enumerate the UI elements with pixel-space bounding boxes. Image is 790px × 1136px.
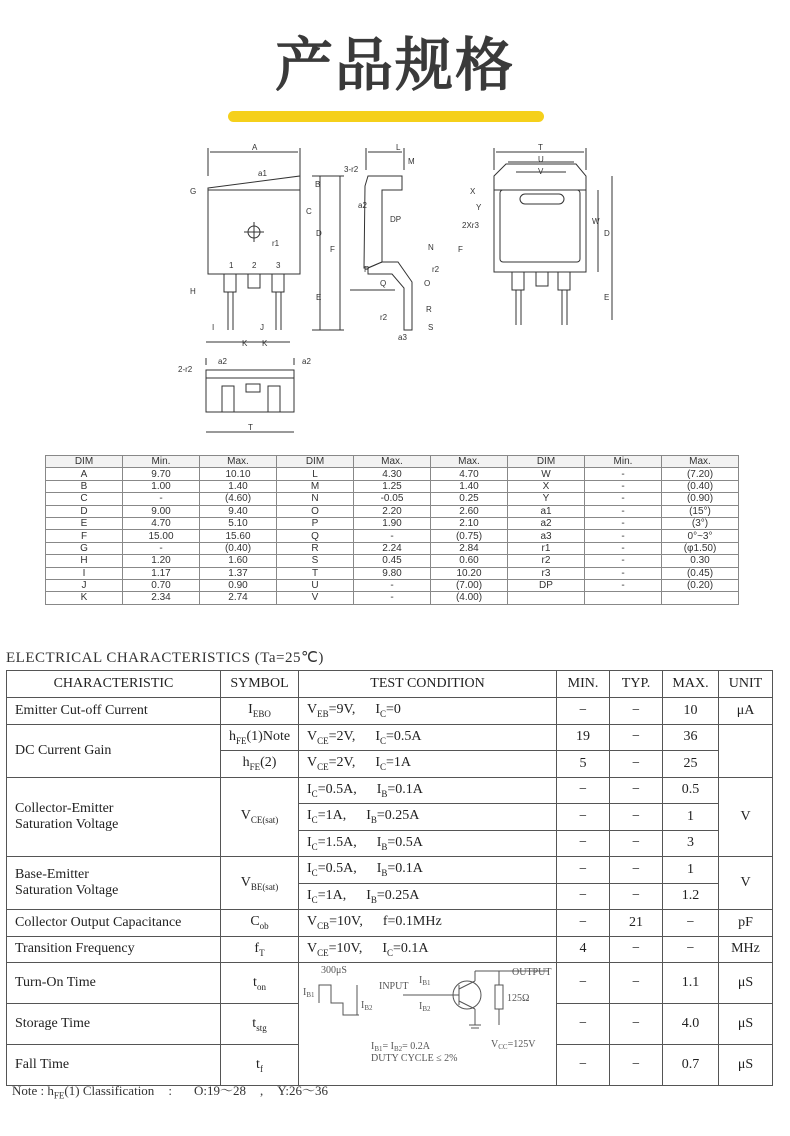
dim-label-A: A (252, 143, 258, 152)
dim-header-cell: Max. (431, 456, 508, 468)
min-value: − (557, 910, 610, 937)
dim-cell: - (123, 542, 200, 554)
dim-cell: 10.20 (431, 567, 508, 579)
test-condition: $V_{EB}=9V$, $I_C=0$ (299, 698, 557, 725)
dim-cell: (0.90) (662, 493, 739, 505)
max-value: 1 (663, 804, 719, 831)
symbol: $t_{stg}$ (221, 1004, 299, 1045)
electrical-characteristics-heading: ELECTRICAL CHARACTERISTICS (Ta=25℃) (6, 650, 324, 666)
max-value: 0.5 (663, 777, 719, 804)
dim-cell: 1.20 (123, 555, 200, 567)
typ-value: − (610, 883, 663, 910)
max-value: 0.7 (663, 1045, 719, 1086)
characteristic-name: Base-Emitter Saturation Voltage (7, 857, 221, 910)
elec-header-min: MIN. (557, 671, 610, 698)
dim-label-C: C (306, 207, 312, 216)
dim-cell: 9.00 (123, 505, 200, 517)
min-value: − (557, 804, 610, 831)
dim-row (46, 592, 739, 604)
dim-cell: 1.60 (200, 555, 277, 567)
dim-cell: - (354, 579, 431, 591)
characteristic-name: Collector Output Capacitance (7, 910, 221, 937)
dim-label-K1: K (242, 339, 248, 348)
dim-cell: - (585, 480, 662, 492)
dim-cell: C (46, 493, 123, 505)
dim-cell: - (585, 468, 662, 480)
dim-label-G: G (190, 187, 197, 196)
dim-cell: A (46, 468, 123, 480)
dim-label-V: V (538, 167, 544, 176)
elec-header-test-condition: TEST CONDITION (299, 671, 557, 698)
max-value: 1.1 (663, 963, 719, 1004)
dim-cell: 0.45 (354, 555, 431, 567)
max-value: − (663, 936, 719, 963)
dim-label-D2: D (604, 229, 610, 238)
characteristic-name: Transition Frequency (7, 936, 221, 963)
dim-cell: (3°) (662, 517, 739, 529)
dim-cell: (0.40) (662, 480, 739, 492)
duty-cycle-label: DUTY CYCLE ≤ 2% (371, 1053, 458, 1064)
dim-cell: 2.34 (123, 592, 200, 604)
min-value: − (557, 857, 610, 884)
dim-header-cell: Max. (354, 456, 431, 468)
typ-value: − (610, 830, 663, 857)
max-value: 36 (663, 724, 719, 751)
dim-cell: L (277, 468, 354, 480)
dim-cell: 0.60 (431, 555, 508, 567)
min-value: − (557, 883, 610, 910)
dim-cell: S (277, 555, 354, 567)
dim-cell: 0.30 (662, 555, 739, 567)
dim-label-a3: a3 (398, 333, 407, 342)
dimension-table (45, 455, 739, 605)
dim-cell: 0.25 (431, 493, 508, 505)
dim-cell (508, 592, 585, 604)
elec-row-ton (7, 963, 773, 1004)
dim-cell: 2.10 (431, 517, 508, 529)
pin-3-label: 3 (276, 261, 281, 270)
dim-cell: G (46, 542, 123, 554)
dim-cell: - (585, 517, 662, 529)
ib1-label: $I_{B1}$ (419, 975, 431, 987)
dim-cell: E (46, 517, 123, 529)
switching-test-circuit (299, 963, 557, 1086)
min-value: 19 (557, 724, 610, 751)
dim-cell: - (585, 493, 662, 505)
dim-label-2Xr3: 2Xr3 (462, 221, 479, 230)
dim-header-cell: Min. (123, 456, 200, 468)
dim-label-E2: E (604, 293, 610, 302)
dim-cell: D (46, 505, 123, 517)
dim-cell: a1 (508, 505, 585, 517)
typ-value: − (610, 857, 663, 884)
dim-label-3r2: 3-r2 (344, 165, 359, 174)
dim-cell: N (277, 493, 354, 505)
dim-label-N: N (428, 243, 434, 252)
elec-row-emitter-cutoff (7, 698, 773, 725)
dim-header-cell: Max. (662, 456, 739, 468)
dim-cell: (15°) (662, 505, 739, 517)
dim-row (46, 480, 739, 492)
note-colon: : (168, 1083, 172, 1098)
dim-cell: B (46, 480, 123, 492)
typ-value: − (610, 777, 663, 804)
unit: μS (719, 1004, 773, 1045)
elec-row-ce-sat-1 (7, 777, 773, 804)
dim-cell: -0.05 (354, 493, 431, 505)
dim-label-F: F (330, 245, 335, 254)
dim-cell: 1.90 (354, 517, 431, 529)
symbol: $h_{FE}(2)$ (221, 751, 299, 778)
dim-cell: - (585, 555, 662, 567)
dim-cell: a3 (508, 530, 585, 542)
dim-cell: - (123, 493, 200, 505)
dim-header-cell: DIM (277, 456, 354, 468)
ib1-label-left: $I_{B1}$ (303, 987, 315, 999)
dim-cell: 5.10 (200, 517, 277, 529)
dim-header-cell: Min. (585, 456, 662, 468)
min-value: − (557, 1004, 610, 1045)
dim-cell: - (354, 592, 431, 604)
note-class-o: O:19～28 (193, 1083, 246, 1098)
test-condition: $I_C=0.5A$, $I_B=0.1A$ (299, 857, 557, 884)
dim-row (46, 493, 739, 505)
note-text: (1) Classification (64, 1083, 155, 1098)
elec-header-row (7, 671, 773, 698)
test-condition: $I_C=0.5A$, $I_B=0.1A$ (299, 777, 557, 804)
note-label: Note : (12, 1083, 48, 1098)
max-value: 25 (663, 751, 719, 778)
pulse-width-label: 300μS (321, 965, 347, 976)
dim-cell: - (585, 567, 662, 579)
symbol: $V_{CE(sat)}$ (221, 777, 299, 857)
dim-cell: (φ1.50) (662, 542, 739, 554)
dim-cell: - (585, 579, 662, 591)
min-value: − (557, 698, 610, 725)
dim-cell: 4.70 (123, 517, 200, 529)
elec-row-dc-gain-1 (7, 724, 773, 751)
dim-label-O: O (424, 279, 431, 288)
dim-label-a1: a1 (258, 169, 267, 178)
dim-cell: U (277, 579, 354, 591)
unit: V (719, 857, 773, 910)
dim-cell: - (585, 530, 662, 542)
dim-cell: M (277, 480, 354, 492)
dim-label-r2: r2 (432, 265, 440, 274)
max-value: 4.0 (663, 1004, 719, 1045)
dim-label-Q: Q (380, 279, 387, 288)
test-condition: $V_{CE}=10V$, $I_C=0.1A$ (299, 936, 557, 963)
symbol: $V_{BE(sat)}$ (221, 857, 299, 910)
elec-header-unit: UNIT (719, 671, 773, 698)
symbol: $C_{ob}$ (221, 910, 299, 937)
dim-label-H: H (190, 287, 196, 296)
typ-value: − (610, 1004, 663, 1045)
dim-cell: 4.70 (431, 468, 508, 480)
dim-cell: (4.60) (200, 493, 277, 505)
page-title: 产品规格 (274, 31, 515, 99)
dim-cell: 2.20 (354, 505, 431, 517)
unit (719, 724, 773, 777)
dim-cell: (7.00) (431, 579, 508, 591)
unit: pF (719, 910, 773, 937)
dim-cell: Q (277, 530, 354, 542)
dim-row (46, 542, 739, 554)
test-condition: $I_C=1.5A$, $I_B=0.5A$ (299, 830, 557, 857)
dim-cell: 1.00 (123, 480, 200, 492)
dim-cell: r1 (508, 542, 585, 554)
dim-label-B: B (315, 180, 321, 189)
typ-value: − (610, 963, 663, 1004)
dim-cell: (0.75) (431, 530, 508, 542)
dim-cell: (0.20) (662, 579, 739, 591)
min-value: 4 (557, 936, 610, 963)
elec-header-characteristic: CHARACTERISTIC (7, 671, 221, 698)
test-condition: $V_{CE}=2V$, $I_C=1A$ (299, 751, 557, 778)
classification-note (12, 1080, 328, 1101)
dim-cell: 0.70 (123, 579, 200, 591)
note-class-y: Y:26～36 (277, 1083, 329, 1098)
dim-label-r2b: r2 (380, 313, 388, 322)
symbol: $t_{on}$ (221, 963, 299, 1004)
unit: V (719, 777, 773, 857)
dim-header-cell: DIM (508, 456, 585, 468)
dim-cell (662, 592, 739, 604)
typ-value: − (610, 698, 663, 725)
dim-cell: 15.00 (123, 530, 200, 542)
max-value: 1.2 (663, 883, 719, 910)
dim-label-r1: r1 (272, 239, 280, 248)
dim-cell: 10.10 (200, 468, 277, 480)
pin-2-label: 2 (252, 261, 257, 270)
dim-cell: (0.45) (662, 567, 739, 579)
dim-label-a2-bottom-right: a2 (302, 357, 311, 366)
dim-cell: DP (508, 579, 585, 591)
dim-row (46, 555, 739, 567)
elec-header-symbol: SYMBOL (221, 671, 299, 698)
dim-cell: 2.60 (431, 505, 508, 517)
pin-1-label: 1 (229, 261, 234, 270)
dim-label-P: P (364, 265, 370, 274)
input-label: INPUT (379, 981, 409, 992)
dim-cell: 9.40 (200, 505, 277, 517)
test-condition: $I_C=1A$, $I_B=0.25A$ (299, 883, 557, 910)
package-outline-drawing (0, 130, 790, 450)
typ-value: − (610, 936, 663, 963)
dim-label-L: L (396, 143, 401, 152)
dim-cell: 2.24 (354, 542, 431, 554)
dim-label-J: J (260, 323, 264, 332)
ib-equation: $I_{B1}= I_{B2}= 0.2A$ (371, 1041, 431, 1053)
max-value: 1 (663, 857, 719, 884)
unit: μS (719, 963, 773, 1004)
test-condition: $I_C=1A$, $I_B=0.25A$ (299, 804, 557, 831)
test-condition: $V_{CB}=10V$, f=0.1MHz (299, 910, 557, 937)
dim-cell: 9.80 (354, 567, 431, 579)
dim-cell: W (508, 468, 585, 480)
characteristic-name: Storage Time (7, 1004, 221, 1045)
characteristic-name: DC Current Gain (7, 724, 221, 777)
characteristic-name: Emitter Cut-off Current (7, 698, 221, 725)
dim-label-E: E (316, 293, 322, 302)
min-value: − (557, 830, 610, 857)
dim-label-T: T (538, 143, 543, 152)
vcc-label: $V_{CC}=125V$ (491, 1039, 536, 1051)
title-underline-bar (228, 111, 544, 122)
dim-label-Y: Y (476, 203, 482, 212)
dim-row (46, 505, 739, 517)
dim-label-W: W (592, 217, 600, 226)
dim-label-DP: DP (390, 215, 402, 224)
typ-value: 21 (610, 910, 663, 937)
dim-cell: r2 (508, 555, 585, 567)
dim-header-cell: DIM (46, 456, 123, 468)
unit: μS (719, 1045, 773, 1086)
dim-header-cell: Max. (200, 456, 277, 468)
min-value: − (557, 777, 610, 804)
dim-cell: I (46, 567, 123, 579)
elec-row-ft (7, 936, 773, 963)
min-value: − (557, 1045, 610, 1086)
dim-cell: - (354, 530, 431, 542)
dim-row (46, 468, 739, 480)
dim-cell: r3 (508, 567, 585, 579)
dim-cell: 1.17 (123, 567, 200, 579)
symbol: $f_T$ (221, 936, 299, 963)
dim-cell: (0.40) (200, 542, 277, 554)
dim-cell: P (277, 517, 354, 529)
resistor-label: 125Ω (507, 993, 530, 1004)
dim-row (46, 567, 739, 579)
dim-cell: R (277, 542, 354, 554)
characteristic-name: Fall Time (7, 1045, 221, 1086)
dim-label-F2: F (458, 245, 463, 254)
unit: μA (719, 698, 773, 725)
min-value: 5 (557, 751, 610, 778)
dim-row (46, 579, 739, 591)
dim-cell: H (46, 555, 123, 567)
dim-cell: J (46, 579, 123, 591)
dim-cell: 4.30 (354, 468, 431, 480)
dim-label-I: I (212, 323, 215, 332)
typ-value: − (610, 724, 663, 751)
note-symbol: $h_{FE}$ (47, 1083, 65, 1101)
dim-cell: V (277, 592, 354, 604)
dim-cell: 9.70 (123, 468, 200, 480)
dim-row (46, 530, 739, 542)
characteristic-name: Collector-Emitter Saturation Voltage (7, 777, 221, 857)
dim-cell: 15.60 (200, 530, 277, 542)
test-condition: $V_{CE}=2V$, $I_C=0.5A$ (299, 724, 557, 751)
dim-label-M: M (408, 157, 415, 166)
max-value: − (663, 910, 719, 937)
dim-cell: 1.40 (200, 480, 277, 492)
elec-row-be-sat-1 (7, 857, 773, 884)
dim-cell: - (585, 542, 662, 554)
typ-value: − (610, 751, 663, 778)
dim-cell: 0°~3° (662, 530, 739, 542)
dim-cell: K (46, 592, 123, 604)
dim-cell: O (277, 505, 354, 517)
dim-cell: X (508, 480, 585, 492)
dim-label-S: S (428, 323, 434, 332)
dim-header-row (46, 456, 739, 468)
dim-cell: 0.90 (200, 579, 277, 591)
dim-cell: (7.20) (662, 468, 739, 480)
dim-label-a2-bottom-left: a2 (218, 357, 227, 366)
elec-header-max: MAX. (663, 671, 719, 698)
dim-label-R: R (426, 305, 432, 314)
switching-circuit-diagram (299, 963, 557, 1080)
electrical-characteristics-table (6, 670, 773, 1086)
dim-cell: - (585, 505, 662, 517)
dim-label-a2: a2 (358, 201, 367, 210)
dim-cell: 1.37 (200, 567, 277, 579)
dim-cell: 2.84 (431, 542, 508, 554)
note-comma: , (259, 1083, 264, 1098)
dim-cell: 2.74 (200, 592, 277, 604)
dim-cell: 1.25 (354, 480, 431, 492)
dim-label-U: U (538, 155, 544, 164)
symbol: $h_{FE}(1)Note$ (221, 724, 299, 751)
dim-label-T-bottom: T (248, 423, 253, 432)
min-value: − (557, 963, 610, 1004)
characteristic-name: Turn-On Time (7, 963, 221, 1004)
symbol: $t_f$ (221, 1045, 299, 1086)
dim-cell: (4.00) (431, 592, 508, 604)
dim-label-K2: K (262, 339, 268, 348)
dim-cell (585, 592, 662, 604)
ib2-label-left: $I_{B2}$ (361, 1000, 373, 1012)
elec-header-typ: TYP. (610, 671, 663, 698)
symbol: $I_{EBO}$ (221, 698, 299, 725)
dim-cell: Y (508, 493, 585, 505)
dim-label-D: D (316, 229, 322, 238)
elec-row-cob (7, 910, 773, 937)
ib2-label: $I_{B2}$ (419, 1001, 431, 1013)
typ-value: − (610, 1045, 663, 1086)
dim-row (46, 517, 739, 529)
max-value: 10 (663, 698, 719, 725)
typ-value: − (610, 804, 663, 831)
dim-cell: a2 (508, 517, 585, 529)
dim-label-2r2: 2-r2 (178, 365, 193, 374)
dim-cell: 1.40 (431, 480, 508, 492)
unit: MHz (719, 936, 773, 963)
dim-cell: F (46, 530, 123, 542)
output-label: OUTPUT (512, 967, 552, 978)
dim-cell: T (277, 567, 354, 579)
max-value: 3 (663, 830, 719, 857)
dim-label-X: X (470, 187, 476, 196)
